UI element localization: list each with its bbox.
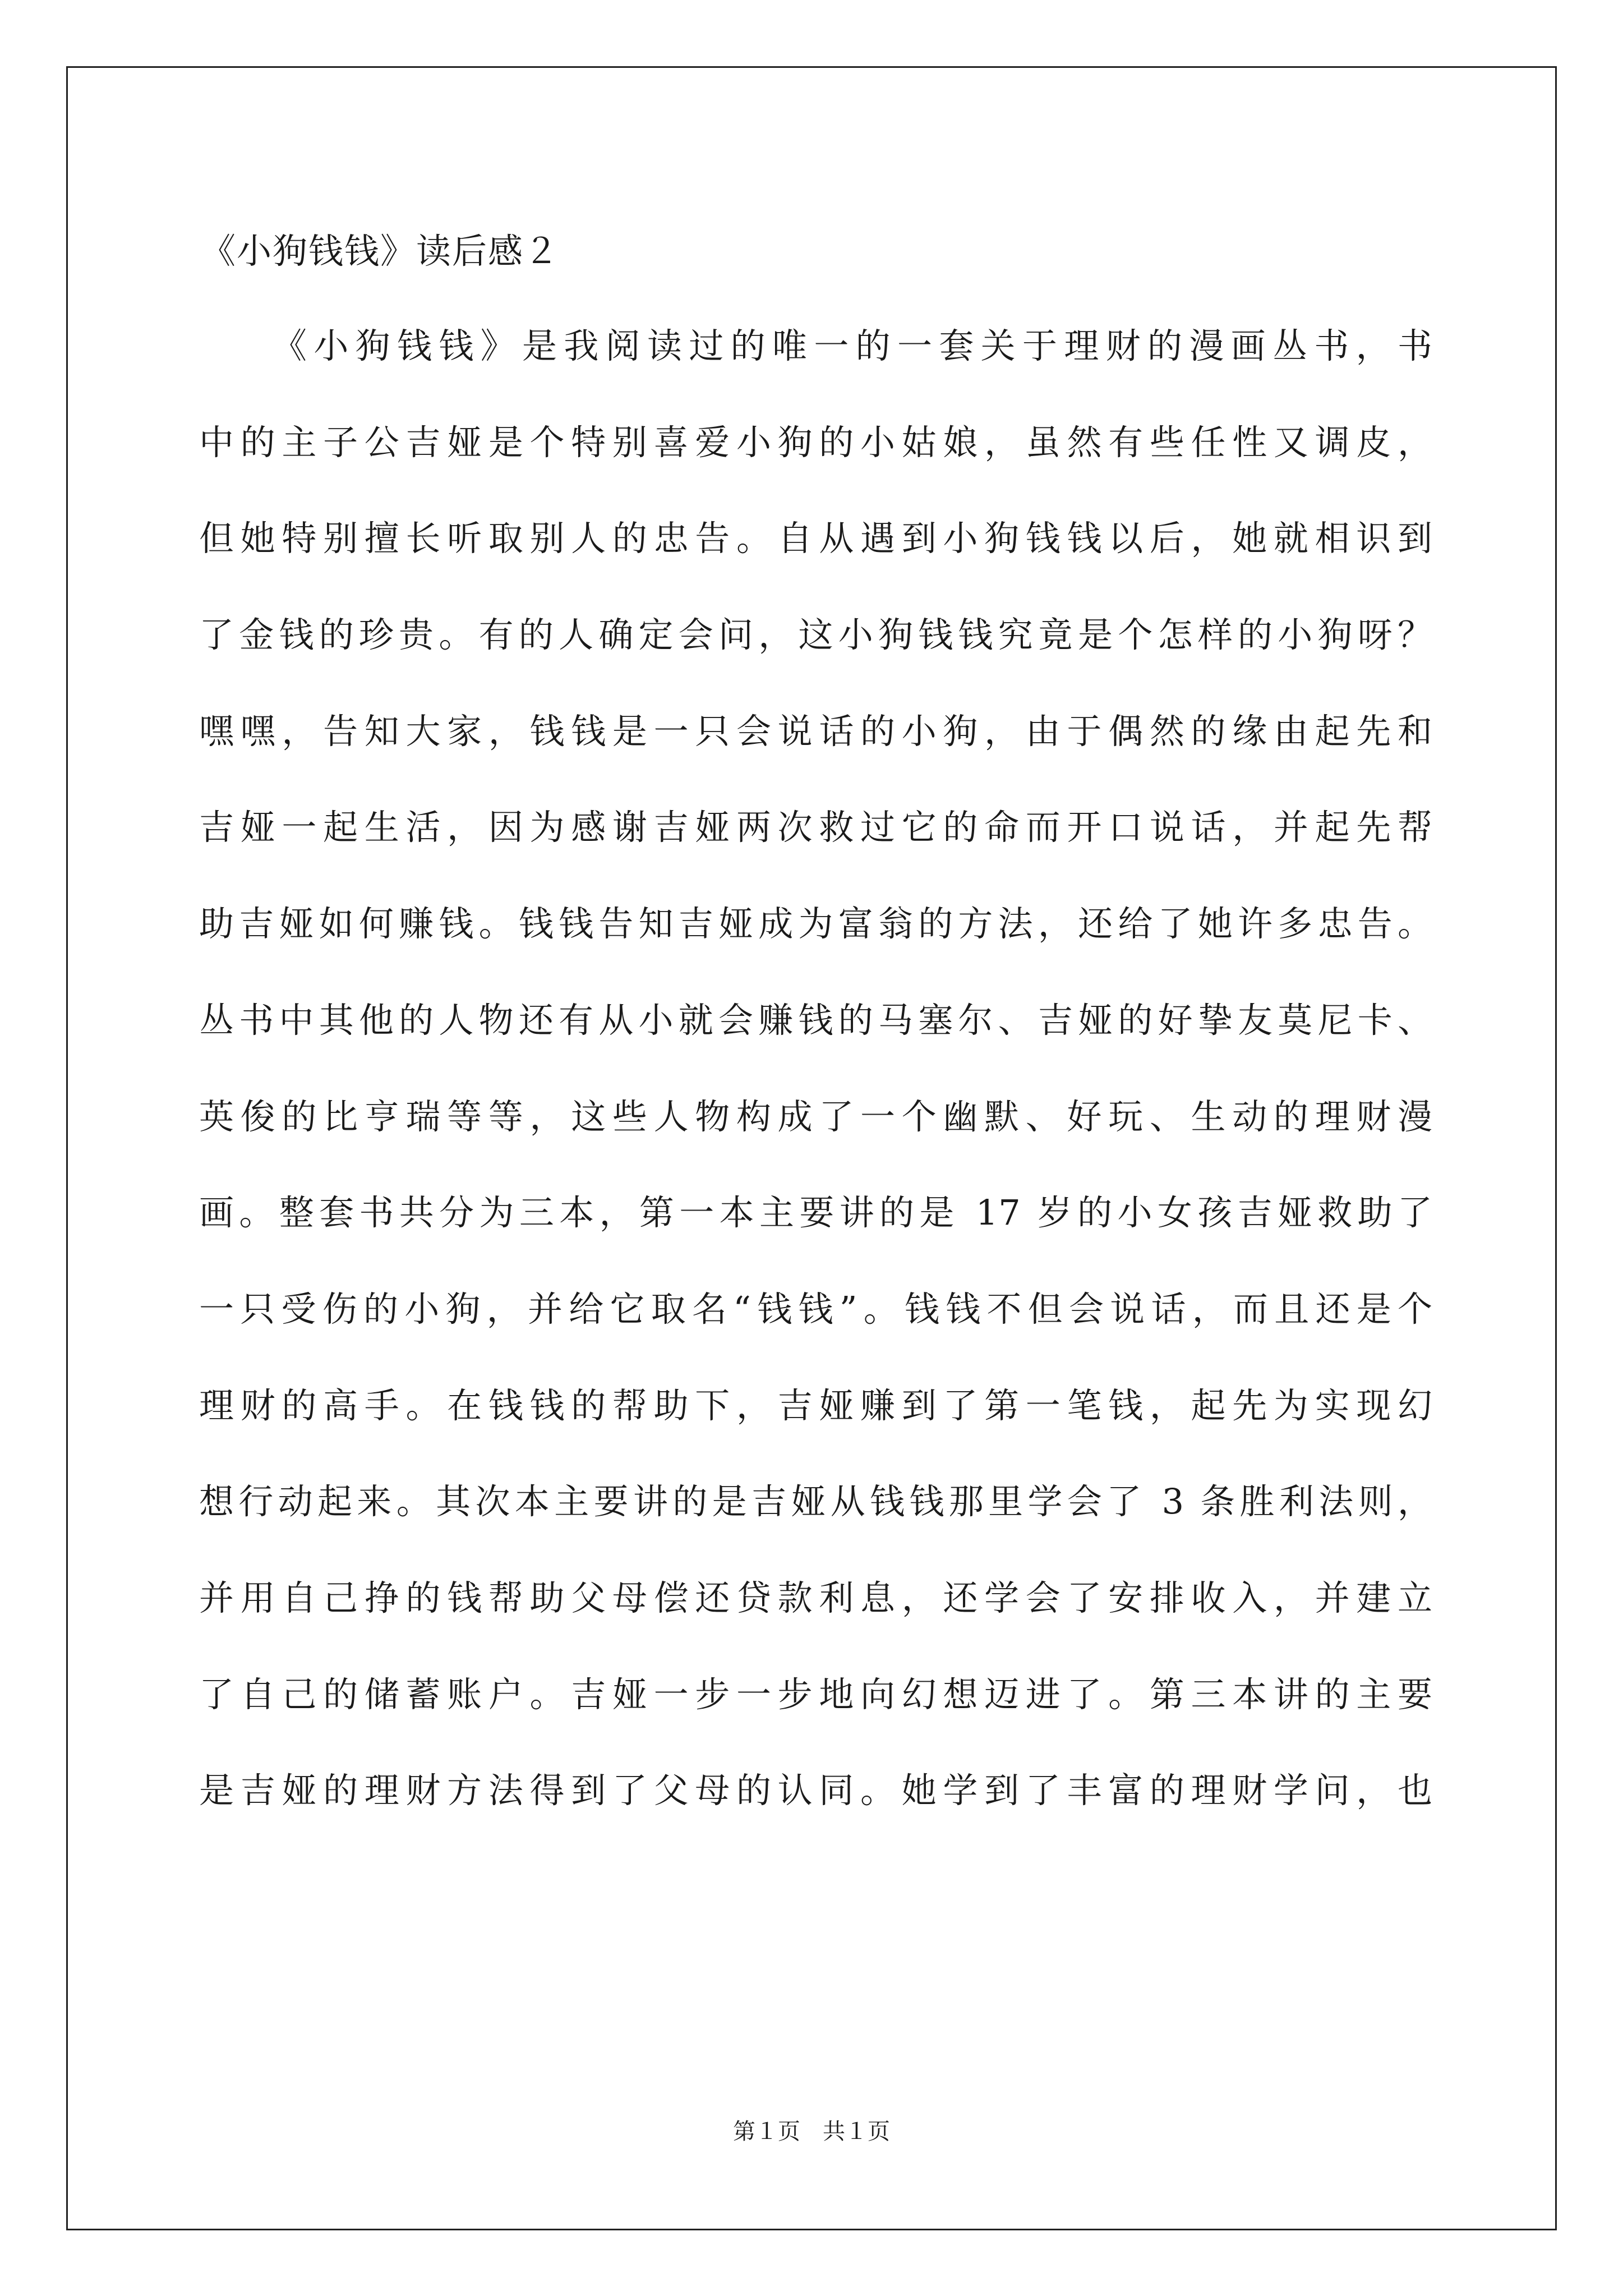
- body-line: 丛书中其他的人物还有从小就会赚钱的马塞尔、吉娅的好挚友莫尼卡、: [199, 999, 1433, 1041]
- body-line: 助吉娅如何赚钱。钱钱告知吉娅成为富翁的方法，还给了她许多忠告。: [199, 903, 1433, 945]
- document-body: [199, 318, 1433, 1859]
- body-line: 中的主子公吉娅是个特别喜爱小狗的小姑娘，虽然有些任性又调皮，: [199, 421, 1433, 463]
- body-line: 画。整套书共分为三本，第一本主要讲的是 17 岁的小女孩吉娅救助了: [199, 1192, 1433, 1234]
- body-line: 《小狗钱钱》是我阅读过的唯一的一套关于理财的漫画丛书，书: [272, 325, 1433, 366]
- body-line: 但她特别擅长听取别人的忠告。自从遇到小狗钱钱以后，她就相识到: [199, 518, 1433, 559]
- body-line: 一只受伤的小狗，并给它取名“钱钱”。钱钱不但会说话，而且还是个: [199, 1288, 1433, 1329]
- body-line: 英俊的比亨瑞等等，这些人物构成了一个幽默、好玩、生动的理财漫: [199, 1096, 1433, 1137]
- document-title: 《小狗钱钱》读后感２: [201, 231, 560, 272]
- body-line: 吉娅一起生活，因为感谢吉娅两次救过它的命而开口说话，并起先帮: [199, 807, 1433, 848]
- body-line: 嘿嘿，告知大家，钱钱是一只会说话的小狗，由于偶然的缘由起先和: [199, 710, 1433, 752]
- page-footer: 第１页 共１页: [733, 2119, 890, 2145]
- body-line: 了自己的储蓄账户。吉娅一步一步地向幻想迈进了。第三本讲的主要: [199, 1673, 1433, 1715]
- body-line: 了金钱的珍贵。有的人确定会问，这小狗钱钱究竟是个怎样的小狗呀？: [199, 614, 1433, 656]
- body-line: 理财的高手。在钱钱的帮助下，吉娅赚到了第一笔钱，起先为实现幻: [199, 1384, 1433, 1426]
- body-line: 是吉娅的理财方法得到了父母的认同。她学到了丰富的理财学问，也: [199, 1770, 1433, 1811]
- body-line: 并用自己挣的钱帮助父母偿还贷款利息，还学会了安排收入，并建立: [199, 1577, 1433, 1618]
- body-line: 想行动起来。其次本主要讲的是吉娅从钱钱那里学会了 3 条胜利法则，: [199, 1481, 1433, 1522]
